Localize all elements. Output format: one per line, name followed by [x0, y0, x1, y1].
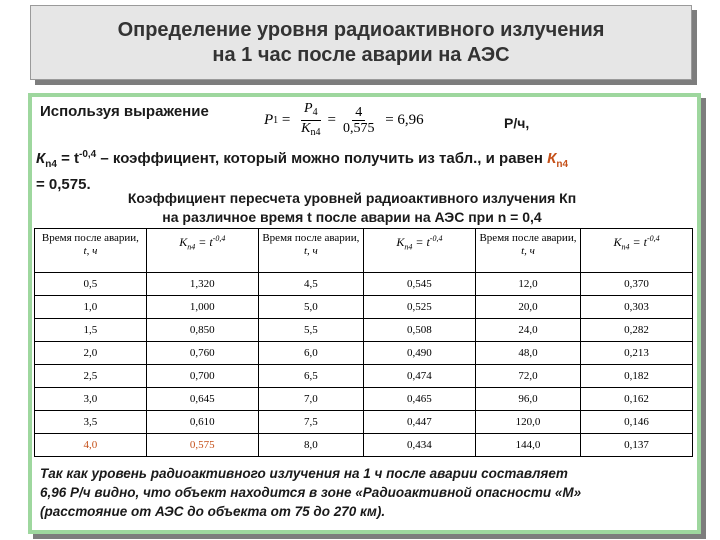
- formula-eq-2: =: [327, 111, 336, 128]
- table-row: [35, 411, 693, 434]
- table-row: [35, 273, 693, 296]
- table-cell-highlighted: 0,575: [146, 434, 258, 457]
- conclusion-line-2: 6,96 Р/ч видно, что объект находится в зоне «Радиоактивной опасности «М»: [40, 485, 582, 500]
- table-cell: 1,000: [146, 296, 258, 319]
- table-cell: 0,137: [581, 434, 693, 457]
- formula-lhs: P: [264, 111, 274, 128]
- formula-eq-1: =: [278, 111, 295, 128]
- table-cell: 4,5: [258, 273, 363, 296]
- table-cell: 5,0: [258, 296, 363, 319]
- coefficient-table: [34, 228, 693, 457]
- formula-result: 6,96: [397, 111, 424, 128]
- table-cell: 0,474: [363, 365, 475, 388]
- coef-value: = 0,575.: [36, 176, 91, 193]
- table-cell: 0,146: [581, 411, 693, 434]
- table-cell: 0,700: [146, 365, 258, 388]
- table-cell: 8,0: [258, 434, 363, 457]
- table-cell: 96,0: [475, 388, 580, 411]
- header-k-2: $K_{n4} = t^{-0,4}$: [363, 229, 475, 273]
- table-caption: [72, 189, 632, 227]
- intro-row: [36, 100, 691, 138]
- table-row: [35, 388, 693, 411]
- table-row: [35, 365, 693, 388]
- title-line-2: на 1 час после аварии на АЭС: [212, 43, 510, 66]
- table-cell: 0,760: [146, 342, 258, 365]
- table-cell: 0,303: [581, 296, 693, 319]
- table-cell: 5,5: [258, 319, 363, 342]
- formula-lhs-sub: 1: [273, 114, 279, 126]
- table-cell: 0,182: [581, 365, 693, 388]
- table-cell: 120,0: [475, 411, 580, 434]
- formula-den2: 0,575: [342, 120, 375, 136]
- table-cell: 1,320: [146, 273, 258, 296]
- formula-num1-sub: 4: [312, 106, 318, 118]
- table-cell: 144,0: [475, 434, 580, 457]
- coef-eq: = t: [56, 150, 79, 167]
- intro-lead: Используя выражение: [40, 103, 209, 120]
- table-cell: 1,0: [35, 296, 147, 319]
- table-cell: 2,0: [35, 342, 147, 365]
- header-k-1: $K_{n4} = t^{-0,4}$: [146, 229, 258, 273]
- table-row: [35, 319, 693, 342]
- table-cell: 24,0: [475, 319, 580, 342]
- coef-text: – коэффициент, который можно получить из табл., и равен: [96, 150, 548, 167]
- table-cell: 0,508: [363, 319, 475, 342]
- formula-fraction-2: [340, 105, 378, 136]
- table-cell: 3,0: [35, 388, 147, 411]
- formula-den1: K: [301, 120, 311, 136]
- table-cell: 0,434: [363, 434, 475, 457]
- table-cell: 7,0: [258, 388, 363, 411]
- formula-den1-sub: n4: [310, 126, 321, 138]
- formula-fraction-1: [298, 101, 323, 140]
- table-cell-highlighted: 4,0: [35, 434, 147, 457]
- table-cell: 0,213: [581, 342, 693, 365]
- formula: [264, 100, 424, 138]
- table-cell: 0,645: [146, 388, 258, 411]
- table-cell: 2,5: [35, 365, 147, 388]
- table-row-highlighted: [35, 434, 693, 457]
- table-cell: 0,610: [146, 411, 258, 434]
- table-cell: 0,162: [581, 388, 693, 411]
- title-line-1: Определение уровня радиоактивного излучения: [117, 18, 605, 41]
- conclusion-line-3: (расстояние от АЭС до объекта от 75 до 270 км).: [40, 504, 386, 519]
- table-cell: 3,5: [35, 411, 147, 434]
- coef-symbol-2: К: [547, 150, 557, 167]
- formula-eq-3: =: [381, 111, 398, 128]
- title-banner: [30, 5, 692, 80]
- table-header-row: [35, 229, 693, 273]
- table-cell: 0,525: [363, 296, 475, 319]
- table-cell: 0,5: [35, 273, 147, 296]
- table-cell: 20,0: [475, 296, 580, 319]
- table-cell: 1,5: [35, 319, 147, 342]
- header-time-2: Время после аварии, t, ч: [258, 229, 363, 273]
- formula-unit: Р/ч,: [504, 115, 530, 131]
- coef-symbol-2-sub: n4: [556, 159, 569, 170]
- table-cell: 0,545: [363, 273, 475, 296]
- coef-power: -0,4: [79, 149, 97, 160]
- header-k-3: $K_{n4} = t^{-0,4}$: [581, 229, 693, 273]
- table-cell: 0,490: [363, 342, 475, 365]
- coef-symbol: К: [36, 150, 46, 167]
- table-caption-line-1: Коэффициент пересчета уровней радиоактивного излучения Кп: [127, 190, 577, 206]
- table-cell: 6,0: [258, 342, 363, 365]
- conclusion-line-1: Так как уровень радиоактивного излучения на 1 ч после аварии составляет: [40, 466, 568, 481]
- coef-symbol-sub: n4: [45, 159, 57, 170]
- table-cell: 12,0: [475, 273, 580, 296]
- table-cell: 0,850: [146, 319, 258, 342]
- coefficient-line: [36, 145, 691, 195]
- table-row: [35, 296, 693, 319]
- table-cell: 72,0: [475, 365, 580, 388]
- table-row: [35, 342, 693, 365]
- header-time-1: Время после аварии, t, ч: [35, 229, 147, 273]
- table-cell: 0,282: [581, 319, 693, 342]
- formula-num1: P: [304, 100, 313, 116]
- header-time-3: Время после аварии, t, ч: [475, 229, 580, 273]
- formula-num2: 4: [352, 105, 365, 121]
- table-cell: 6,5: [258, 365, 363, 388]
- table-cell: 0,447: [363, 411, 475, 434]
- conclusion-text: [40, 464, 690, 521]
- table-caption-line-2: на различное время t после аварии на АЭС при n = 0,4: [162, 209, 542, 225]
- content-panel: [28, 93, 701, 534]
- table-cell: 0,370: [581, 273, 693, 296]
- table-cell: 0,465: [363, 388, 475, 411]
- table-cell: 48,0: [475, 342, 580, 365]
- table-cell: 7,5: [258, 411, 363, 434]
